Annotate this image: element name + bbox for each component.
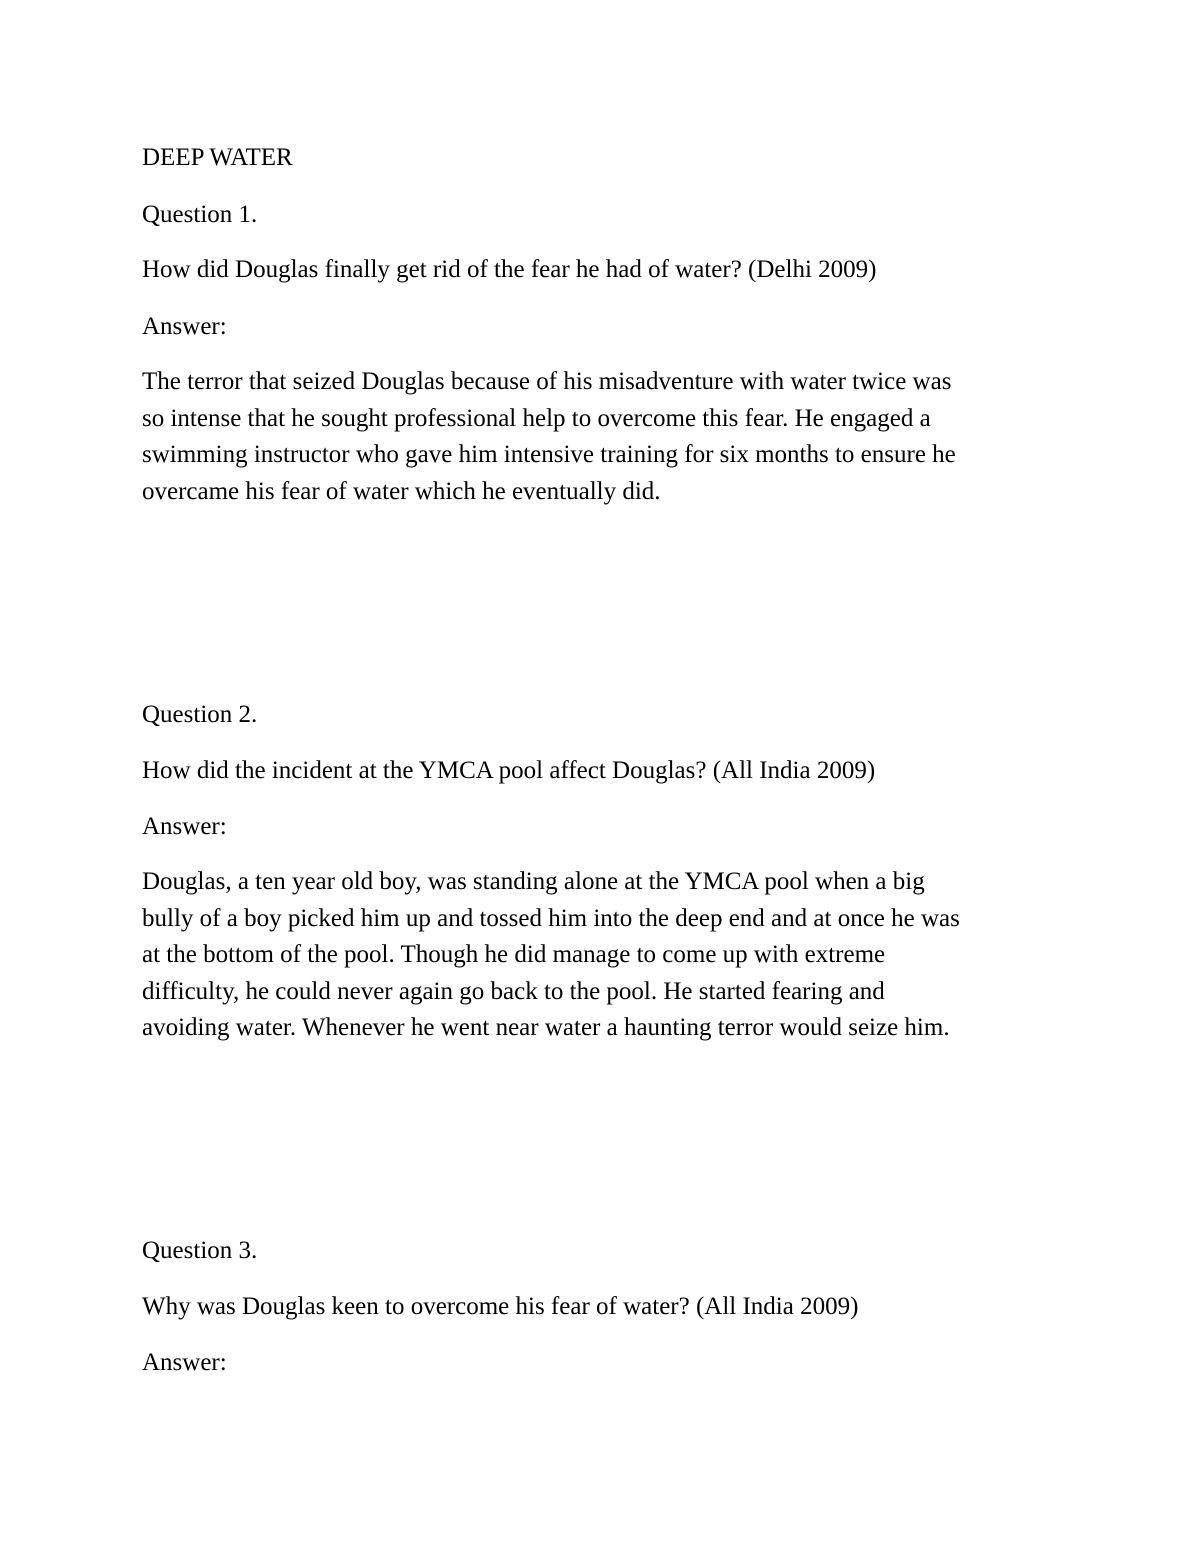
question-1-text: How did Douglas finally get rid of the fear he had of water? (Delhi 2009) [142,256,877,283]
question-2-answer-label: Answer: [142,813,227,840]
answer-line: overcame his fear of water which he eventually did. [142,477,661,505]
question-2-text: How did the incident at the YMCA pool affect Douglas? (All India 2009) [142,757,876,784]
question-3-answer-label: Answer: [142,1349,227,1376]
question-2-heading: Question 2. [142,701,258,728]
document-title: DEEP WATER [142,144,293,171]
answer-line: swimming instructor who gave him intensive training for six months to ensure he [142,441,956,468]
question-1-heading: Question 1. [142,201,258,228]
question-3-text: Why was Douglas keen to overcome his fear of water? (All India 2009) [142,1293,859,1320]
answer-line: difficulty, he could never again go back to the pool. He started fearing and [142,977,885,1005]
answer-line: at the bottom of the pool. Though he did manage to come up with extreme [142,941,886,968]
answer-line: avoiding water. Whenever he went near water a haunting terror would seize him. [142,1014,950,1041]
answer-line: The terror that seized Douglas because of his misadventure with water twice was [142,368,952,395]
question-3-heading: Question 3. [142,1237,258,1264]
question-1-answer [142,364,1052,510]
question-1-answer-label: Answer: [142,313,227,340]
question-2-answer [142,864,1052,1047]
answer-line: Douglas, a ten year old boy, was standing alone at the YMCA pool when a big [142,868,925,895]
answer-line: bully of a boy picked him up and tossed him into the deep end and at once he was [142,904,960,932]
answer-line: so intense that he sought professional help to overcome this fear. He engaged a [142,404,931,432]
